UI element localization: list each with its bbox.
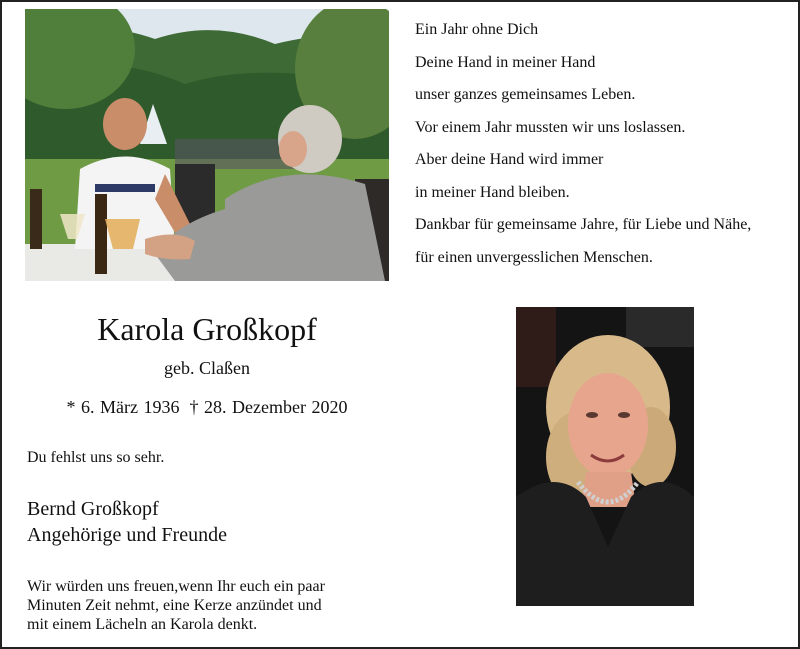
signers	[27, 496, 227, 548]
note-line: Minuten Zeit nehmt, eine Kerze anzündet und	[27, 597, 322, 614]
death-date: † 28. Dezember 2020	[189, 397, 348, 417]
birth-date: * 6. März 1936	[66, 397, 180, 417]
poem-line: Vor einem Jahr mussten wir uns loslassen.	[415, 118, 686, 136]
poem-line: Ein Jahr ohne Dich	[415, 21, 539, 38]
signer-secondary: Angehörige und Freunde	[27, 524, 227, 546]
maiden-name: geb. Claßen	[164, 358, 250, 378]
portrait-photo	[516, 307, 694, 606]
message: Du fehlst uns so sehr.	[27, 449, 165, 466]
couple-photo	[25, 9, 389, 281]
note-line: Wir würden uns freuen,wenn Ihr euch ein paar	[27, 578, 325, 595]
candle-note	[27, 577, 387, 634]
poem-line: unser ganzes gemeinsames Leben.	[415, 86, 636, 103]
deceased-name: Karola Großkopf	[97, 311, 317, 347]
poem-line: Aber deine Hand wird immer	[415, 151, 604, 168]
poem-line: Dankbar für gemeinsame Jahre, für Liebe und Nähe,	[415, 216, 752, 233]
poem-line: Deine Hand in meiner Hand	[415, 53, 596, 71]
poem	[415, 14, 787, 274]
poem-line: in meiner Hand bleiben.	[415, 183, 570, 201]
note-line: mit einem Lächeln an Karola denkt.	[27, 616, 258, 633]
life-dates	[25, 397, 389, 418]
signer-primary: Bernd Großkopf	[27, 498, 159, 520]
poem-line: für einen unvergesslichen Menschen.	[415, 248, 653, 266]
